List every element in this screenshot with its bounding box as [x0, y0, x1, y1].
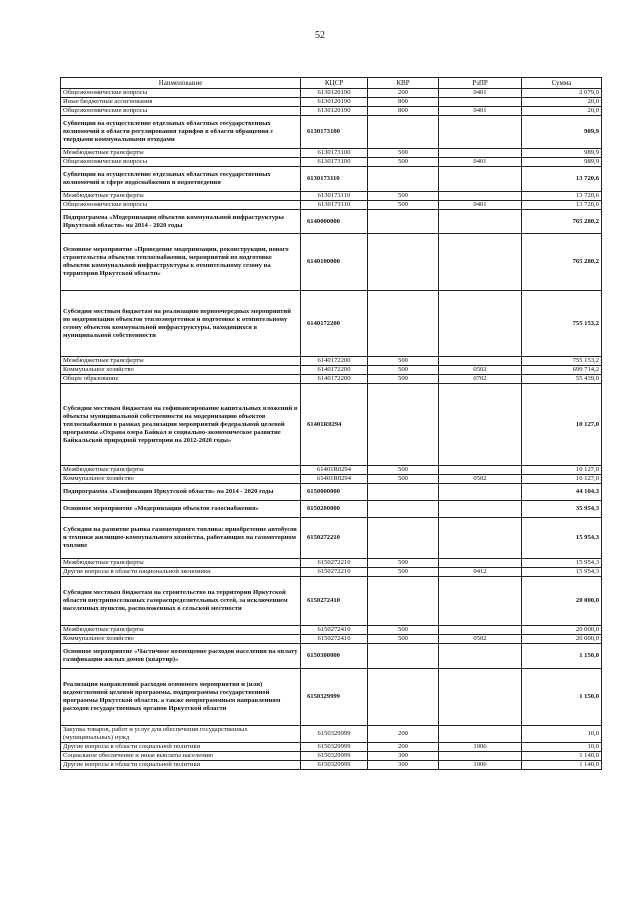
row-name: Межбюджетные трансферты [61, 192, 301, 201]
row-sum: 989,9 [522, 116, 602, 149]
row-kcsr: 61401R0294 [301, 466, 368, 475]
row-name: Другие вопросы в области социальной политики [61, 761, 301, 770]
row-name: Общеэкономические вопросы [61, 89, 301, 98]
row-sum: 1 150,0 [522, 669, 602, 726]
row-rzpr: 0502 [439, 475, 522, 484]
row-name: Субсидии местным бюджетам на реализацию первоочередных мероприятий по модернизации объектов теплоэнергетики и подготовке к отопительному сезону объектов коммунальной инфраструктуры, находящихся в муниципальной собственности [61, 291, 301, 357]
header-kvr: КВР [368, 78, 439, 89]
row-name: Коммунальное хозяйство [61, 366, 301, 375]
row-name: Субсидии местным бюджетам на софинансирование капитальных вложений в объекты муниципальной собственности на модернизацию объектов теплоснабжения в рамках реализации мероприятий федеральной целевой программы «Охрана озера Байкал и социально-экономическое развитие Байкальской природной территории на 2012-2020 годы» [61, 384, 301, 466]
row-sum: 765 280,2 [522, 210, 602, 234]
row-kvr: 300 [368, 761, 439, 770]
row-rzpr: 0401 [439, 201, 522, 210]
table-row [61, 210, 602, 234]
table-row [61, 107, 602, 116]
row-name: Межбюджетные трансферты [61, 149, 301, 158]
table-row [61, 559, 602, 568]
row-rzpr [439, 559, 522, 568]
row-kcsr: 6140172200 [301, 357, 368, 366]
row-kcsr: 6150272410 [301, 626, 368, 635]
row-kcsr: 6140172200 [301, 291, 368, 357]
row-kvr [368, 210, 439, 234]
row-kcsr: 6150272410 [301, 635, 368, 644]
row-kvr [368, 234, 439, 291]
row-name: Закупка товаров, работ и услуг для обеспечения государственных (муниципальных) нужд [61, 726, 301, 743]
row-kvr: 200 [368, 743, 439, 752]
table-row [61, 384, 602, 466]
header-name: Наименование [61, 78, 301, 89]
header-kcsr: КЦСР [301, 78, 368, 89]
row-kvr [368, 484, 439, 501]
row-kcsr: 6150329999 [301, 761, 368, 770]
row-sum: 1 140,0 [522, 752, 602, 761]
row-kcsr: 6150272210 [301, 559, 368, 568]
row-rzpr [439, 577, 522, 626]
row-name: Общеэкономические вопросы [61, 158, 301, 167]
row-name: Субсидии местным бюджетам на строительство на территории Иркутской области внутрипоселковых газораспределительных сетей, за исключением населенных пунктов, расположенных в сельской местности [61, 577, 301, 626]
table-row [61, 726, 602, 743]
row-sum: 20,0 [522, 98, 602, 107]
row-kcsr: 6130173100 [301, 116, 368, 149]
row-kcsr: 6130173100 [301, 149, 368, 158]
row-kcsr: 6140100000 [301, 234, 368, 291]
row-rzpr [439, 726, 522, 743]
row-rzpr: 0401 [439, 158, 522, 167]
table-row [61, 158, 602, 167]
row-kvr: 800 [368, 107, 439, 116]
row-name: Другие вопросы в области национальной экономики [61, 568, 301, 577]
row-name: Основное мероприятие «Проведение модернизации, реконструкции, нового строительства объектов теплоснабжения, мероприятий по подготовке объектов коммунальной инфраструктуры к отопительному сезону на территории Иркутской области» [61, 234, 301, 291]
table-row [61, 291, 602, 357]
table-row [61, 116, 602, 149]
row-rzpr [439, 518, 522, 559]
row-rzpr: 1006 [439, 761, 522, 770]
row-rzpr [439, 752, 522, 761]
row-rzpr [439, 167, 522, 192]
table-row [61, 192, 602, 201]
row-sum: 35 954,3 [522, 501, 602, 518]
row-name: Субвенции на осуществление отдельных областных государственных полномочий в сфере водоснабжения и водоотведения [61, 167, 301, 192]
row-kcsr: 6150300000 [301, 644, 368, 669]
row-kcsr: 6130173100 [301, 158, 368, 167]
row-sum: 989,9 [522, 149, 602, 158]
table-row [61, 669, 602, 726]
row-kvr: 500 [368, 149, 439, 158]
row-kcsr: 6130120190 [301, 98, 368, 107]
row-rzpr: 1006 [439, 743, 522, 752]
row-kcsr: 6130173110 [301, 201, 368, 210]
table-row [61, 761, 602, 770]
row-sum: 20,0 [522, 107, 602, 116]
row-kcsr: 6150329999 [301, 743, 368, 752]
row-kcsr: 6150272210 [301, 568, 368, 577]
table-row [61, 466, 602, 475]
row-kcsr: 6150200000 [301, 501, 368, 518]
row-name: Основное мероприятие «Частичное возмещение расходов населения на оплату газификации жилых домов (квартир)» [61, 644, 301, 669]
header-sum: Сумма [522, 78, 602, 89]
row-kvr [368, 291, 439, 357]
row-rzpr [439, 466, 522, 475]
table-row [61, 501, 602, 518]
row-rzpr: 0401 [439, 89, 522, 98]
row-rzpr [439, 484, 522, 501]
row-kvr: 500 [368, 635, 439, 644]
row-rzpr: 0412 [439, 568, 522, 577]
row-kcsr: 6130173110 [301, 192, 368, 201]
row-sum: 13 720,6 [522, 167, 602, 192]
row-sum: 15 954,3 [522, 559, 602, 568]
row-name: Межбюджетные трансферты [61, 357, 301, 366]
row-sum: 15 954,3 [522, 568, 602, 577]
row-rzpr [439, 98, 522, 107]
row-rzpr: 0502 [439, 366, 522, 375]
row-kvr: 500 [368, 366, 439, 375]
row-sum: 15 954,3 [522, 518, 602, 559]
row-sum: 20 000,0 [522, 635, 602, 644]
row-sum: 10 127,0 [522, 475, 602, 484]
row-sum: 20 000,0 [522, 577, 602, 626]
row-sum: 989,9 [522, 158, 602, 167]
budget-table [60, 77, 602, 770]
row-sum: 10 127,0 [522, 384, 602, 466]
row-sum: 10,0 [522, 743, 602, 752]
row-rzpr: 0502 [439, 635, 522, 644]
table-row [61, 743, 602, 752]
row-kvr [368, 384, 439, 466]
row-rzpr: 0702 [439, 375, 522, 384]
row-sum: 755 153,2 [522, 357, 602, 366]
table-row [61, 752, 602, 761]
row-kvr: 500 [368, 626, 439, 635]
row-name: Другие вопросы в области социальной политики [61, 743, 301, 752]
row-rzpr [439, 234, 522, 291]
row-rzpr [439, 291, 522, 357]
row-sum: 55 439,0 [522, 375, 602, 384]
row-kcsr: 6150329999 [301, 752, 368, 761]
row-rzpr [439, 149, 522, 158]
row-kvr [368, 518, 439, 559]
row-name: Реализация направлений расходов основного мероприятия и (или) ведомственной целевой программы, подпрограммы государственной программы Иркутской области, а также непрограммным направлениям расходов государственных органов Иркутской области [61, 669, 301, 726]
header-rzpr: РзПР [439, 78, 522, 89]
row-sum: 20 000,0 [522, 626, 602, 635]
table-row [61, 484, 602, 501]
row-name: Основное мероприятие «Модернизация объектов газоснабжения» [61, 501, 301, 518]
row-kvr: 500 [368, 375, 439, 384]
row-name: Межбюджетные трансферты [61, 559, 301, 568]
row-sum: 10,0 [522, 726, 602, 743]
row-kcsr: 6140172200 [301, 375, 368, 384]
row-kcsr: 6150329999 [301, 726, 368, 743]
table-row [61, 234, 602, 291]
table-row [61, 201, 602, 210]
page-number: 52 [315, 30, 325, 41]
row-kvr: 500 [368, 192, 439, 201]
table-row [61, 366, 602, 375]
row-kcsr: 6150272210 [301, 518, 368, 559]
row-sum: 1 140,0 [522, 761, 602, 770]
row-rzpr: 0401 [439, 107, 522, 116]
row-sum: 699 714,2 [522, 366, 602, 375]
row-name: Межбюджетные трансферты [61, 466, 301, 475]
row-rzpr [439, 384, 522, 466]
row-kcsr: 6150272410 [301, 577, 368, 626]
row-kvr: 300 [368, 752, 439, 761]
table-row [61, 577, 602, 626]
table-row [61, 475, 602, 484]
row-kvr: 200 [368, 89, 439, 98]
row-name: Подпрограмма «Модернизация объектов коммунальной инфраструктуры Иркутской области» на 2014 - 2020 годы [61, 210, 301, 234]
row-kcsr: 6130173110 [301, 167, 368, 192]
table-row [61, 644, 602, 669]
row-kvr: 800 [368, 98, 439, 107]
row-kvr: 500 [368, 475, 439, 484]
row-kvr [368, 669, 439, 726]
row-sum: 10 127,0 [522, 466, 602, 475]
row-sum: 2 079,9 [522, 89, 602, 98]
row-name: Субсидии на развитие рынка газомоторного топлива: приобретение автобусов и техники жилищно-коммунального хозяйства, работающих на газомоторном топливе [61, 518, 301, 559]
row-kvr: 500 [368, 201, 439, 210]
row-sum: 44 104,3 [522, 484, 602, 501]
row-kcsr: 6150329999 [301, 669, 368, 726]
row-kvr: 500 [368, 559, 439, 568]
row-sum: 765 280,2 [522, 234, 602, 291]
row-name: Субвенции на осуществление отдельных областных государственных полномочий в области регулирования тарифов в области обращения с твердыми коммунальными отходами [61, 116, 301, 149]
table-row [61, 626, 602, 635]
row-kvr [368, 577, 439, 626]
row-kcsr: 61401R0294 [301, 475, 368, 484]
table-row [61, 167, 602, 192]
row-kcsr: 6130120190 [301, 89, 368, 98]
row-rzpr [439, 501, 522, 518]
row-kvr [368, 644, 439, 669]
row-kcsr: 6140000000 [301, 210, 368, 234]
row-sum: 13 720,6 [522, 201, 602, 210]
table-row [61, 89, 602, 98]
row-name: Общеэкономические вопросы [61, 107, 301, 116]
table-row [61, 635, 602, 644]
row-rzpr [439, 357, 522, 366]
row-rzpr [439, 644, 522, 669]
table-row [61, 357, 602, 366]
row-name: Общее образование [61, 375, 301, 384]
row-sum: 13 720,6 [522, 192, 602, 201]
row-kvr: 500 [368, 568, 439, 577]
row-name: Подпрограмма «Газификация Иркутской области» на 2014 - 2020 годы [61, 484, 301, 501]
row-kcsr: 6150000000 [301, 484, 368, 501]
row-kcsr: 6140172200 [301, 366, 368, 375]
row-name: Социальное обеспечение и иные выплаты населению [61, 752, 301, 761]
row-sum: 755 153,2 [522, 291, 602, 357]
table-row [61, 98, 602, 107]
table-row [61, 568, 602, 577]
table-row [61, 375, 602, 384]
row-kvr: 500 [368, 466, 439, 475]
row-kvr [368, 501, 439, 518]
row-rzpr [439, 116, 522, 149]
table-row [61, 518, 602, 559]
row-kcsr: 6130120190 [301, 107, 368, 116]
row-kvr [368, 167, 439, 192]
row-name: Коммунальное хозяйство [61, 635, 301, 644]
row-name: Межбюджетные трансферты [61, 626, 301, 635]
row-rzpr [439, 192, 522, 201]
table-body [61, 89, 602, 770]
row-name: Коммунальное хозяйство [61, 475, 301, 484]
row-kvr: 500 [368, 357, 439, 366]
row-rzpr [439, 669, 522, 726]
row-kvr: 500 [368, 158, 439, 167]
row-name: Общеэкономические вопросы [61, 201, 301, 210]
row-kcsr: 61401R0294 [301, 384, 368, 466]
row-sum: 1 150,0 [522, 644, 602, 669]
table-row [61, 149, 602, 158]
row-name: Иные бюджетные ассигнования [61, 98, 301, 107]
row-rzpr [439, 626, 522, 635]
row-kvr: 200 [368, 726, 439, 743]
table-header-row [61, 78, 602, 89]
row-kvr [368, 116, 439, 149]
row-rzpr [439, 210, 522, 234]
